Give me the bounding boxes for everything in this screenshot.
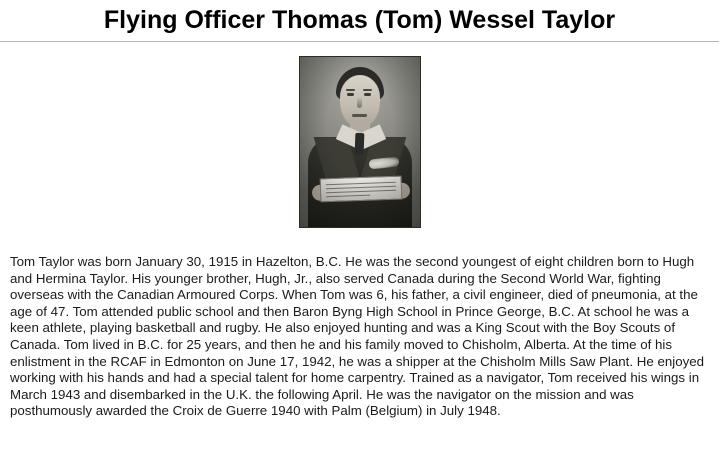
title-divider (0, 41, 719, 42)
portrait-photo (299, 56, 421, 228)
biography-text: Tom Taylor was born January 30, 1915 in Hazelton, B.C. He was the second youngest of eight children born to Hugh and Hermina Taylor. His younger brother, Hugh, Jr., also served Canada during the Second World War, fighting overseas with the Canadian Armoured Corps. When Tom was 6, his father, a civil engineer, died of pneumonia, at the age of 47. Tom attended public school and then Baron Byng High School in Prince George, B.C. At school he was a keen athlete, playing basketball and rugby. He also enjoyed hunting and was a King Scout with the Boy Scouts of Canada. Tom lived in B.C. for 25 years, and then he and his family moved to Chisholm, Alberta. At the time of his enlistment in the RCAF in Edmonton on June 17, 1942, he was a shipper at the Chisholm Mills Saw Plant. He enjoyed working with his hands and had a special talent for home carpentry. Trained as a navigator, Tom received his wings in March 1943 and disembarked in the U.K. the following April. He was the navigator on the mission and was posthumously awarded the Croix de Guerre 1940 with Palm (Belgium) in July 1948. (10, 254, 705, 419)
photo-vignette (300, 57, 420, 227)
page-title: Flying Officer Thomas (Tom) Wessel Taylor (103, 6, 616, 34)
portrait-container (0, 56, 719, 228)
